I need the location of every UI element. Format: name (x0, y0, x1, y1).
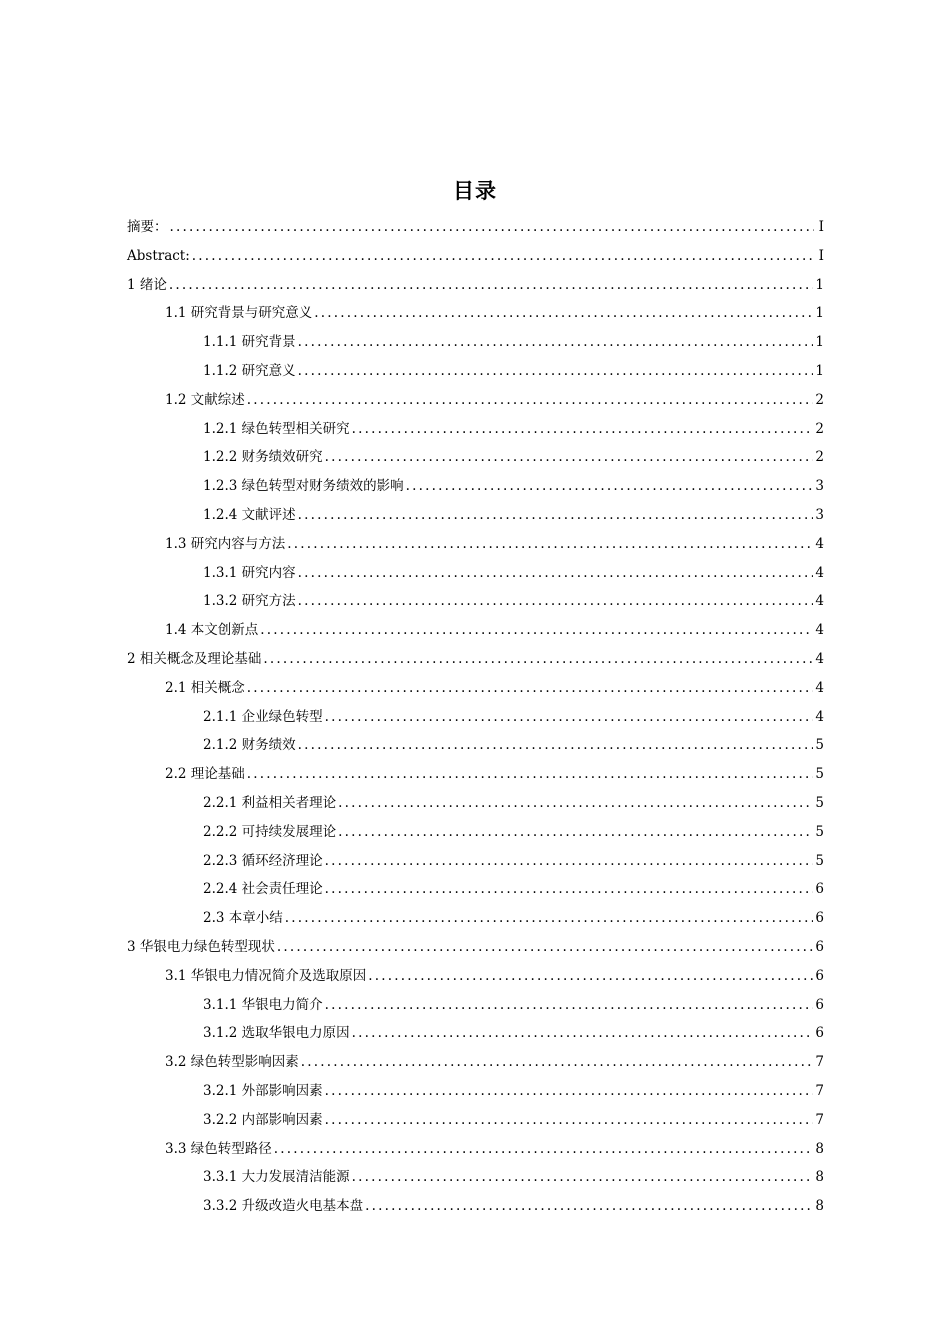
toc-dot-leader (352, 1163, 814, 1192)
toc-entry-page-number: 1 (815, 334, 824, 351)
toc-dot-leader (325, 1077, 814, 1106)
toc-entry-page-number: 6 (815, 881, 824, 898)
toc-entry-page-number: 4 (815, 650, 824, 667)
toc-entry-page-number: 1 (815, 276, 824, 293)
toc-entry-label: 3.1.1 华银电力简介 (203, 996, 323, 1013)
toc-entry-label: 2.2.1 利益相关者理论 (203, 794, 337, 811)
toc-entry-page-number: 6 (815, 910, 824, 927)
toc-entry-label: 2.1 相关概念 (165, 679, 245, 696)
toc-entry-label: 2.2.4 社会责任理论 (203, 881, 323, 898)
toc-entry[interactable] (127, 703, 824, 732)
toc-dot-leader (352, 1019, 814, 1048)
toc-dot-leader (352, 415, 814, 444)
toc-entry-label: Abstract: (127, 247, 190, 264)
toc-entry-page-number: I (818, 247, 824, 264)
toc-dot-leader (277, 933, 814, 962)
toc-entry-label: 3.2 绿色转型影响因素 (165, 1054, 299, 1071)
toc-entry[interactable] (127, 731, 824, 760)
toc-entry[interactable] (127, 875, 824, 904)
toc-entry-label: 3.2.2 内部影响因素 (203, 1111, 323, 1128)
toc-entry[interactable] (127, 1106, 824, 1135)
toc-entry-label: 1.2.3 绿色转型对财务绩效的影响 (203, 478, 404, 495)
toc-entry[interactable] (127, 1163, 824, 1192)
toc-entry-label: 2.1.1 企业绿色转型 (203, 708, 323, 725)
toc-entry-page-number: 6 (815, 1025, 824, 1042)
toc-entry[interactable] (127, 1135, 824, 1164)
toc-dot-leader (247, 674, 814, 703)
toc-dot-leader (247, 386, 814, 415)
toc-entry[interactable] (127, 299, 824, 328)
toc-entry-page-number: 7 (815, 1054, 824, 1071)
toc-entry-label: 1.2.1 绿色转型相关研究 (203, 420, 350, 437)
toc-dot-leader (263, 645, 813, 674)
toc-entry[interactable] (127, 760, 824, 789)
toc-entry[interactable] (127, 904, 824, 933)
toc-entry-page-number: 7 (815, 1082, 824, 1099)
toc-entry-label: 3.3.1 大力发展清洁能源 (203, 1169, 350, 1186)
toc-entry-page-number: 1 (815, 362, 824, 379)
toc-entry[interactable] (127, 962, 824, 991)
toc-entry-page-number: 5 (815, 794, 824, 811)
toc-entry-label: 3.3 绿色转型路径 (165, 1140, 272, 1157)
toc-entry[interactable] (127, 530, 824, 559)
toc-dot-leader (338, 818, 813, 847)
toc-title: 目录 (453, 179, 497, 203)
toc-dot-leader (274, 1135, 814, 1164)
toc-entry[interactable] (127, 328, 824, 357)
toc-entry-label: 3.1 华银电力情况简介及选取原因 (165, 967, 367, 984)
toc-dot-leader (298, 587, 814, 616)
toc-dot-leader (169, 271, 814, 300)
toc-entry-page-number: 6 (815, 938, 824, 955)
toc-entry-page-number: 2 (815, 391, 824, 408)
toc-entry-label: 2.2.3 循环经济理论 (203, 852, 323, 869)
toc-entry-label: 3.1.2 选取华银电力原因 (203, 1025, 350, 1042)
toc-entry-label: 3.3.2 升级改造火电基本盘 (203, 1198, 364, 1215)
toc-entry-label: 1.1.2 研究意义 (203, 362, 296, 379)
toc-entry[interactable] (127, 789, 824, 818)
toc-entry-page-number: 4 (815, 708, 824, 725)
toc-entry[interactable] (127, 213, 824, 242)
toc-entry-label: 1.3.2 研究方法 (203, 593, 296, 610)
toc-entry[interactable] (127, 357, 824, 386)
toc-dot-leader (325, 1106, 814, 1135)
toc-dot-leader (260, 616, 813, 645)
toc-entry[interactable] (127, 933, 824, 962)
toc-entry-page-number: 6 (815, 967, 824, 984)
toc-dot-leader (365, 1192, 813, 1221)
toc-dot-leader (298, 559, 814, 588)
toc-entry-label: 2 相关概念及理论基础 (127, 650, 262, 667)
toc-entry-page-number: 3 (815, 506, 824, 523)
toc-entry[interactable] (127, 386, 824, 415)
toc-entry-label: 2.1.2 财务绩效 (203, 737, 296, 754)
toc-entry[interactable] (127, 559, 824, 588)
toc-entry-label: 摘要： (127, 219, 168, 235)
toc-entry-label: 1.1 研究背景与研究意义 (165, 305, 313, 322)
toc-entry-label: 1 绪论 (127, 276, 167, 293)
toc-entry-label: 1.2.4 文献评述 (203, 506, 296, 523)
toc-entry-page-number: 1 (815, 305, 824, 322)
toc-entry-page-number: I (818, 219, 824, 235)
toc-dot-leader (406, 472, 814, 501)
toc-entry[interactable] (127, 1077, 824, 1106)
toc-entry[interactable] (127, 674, 824, 703)
toc-entry-label: 3 华银电力绿色转型现状 (127, 938, 275, 955)
toc-entry-page-number: 2 (815, 449, 824, 466)
toc-dot-leader (247, 760, 814, 789)
toc-entry-page-number: 5 (815, 737, 824, 754)
toc-entry[interactable] (127, 1192, 824, 1221)
toc-entry[interactable] (127, 616, 824, 645)
toc-entry-page-number: 4 (815, 593, 824, 610)
toc-entry-label: 1.4 本文创新点 (165, 622, 259, 639)
toc-dot-leader (325, 991, 814, 1020)
toc-entry-page-number: 8 (815, 1140, 824, 1157)
toc-entry-page-number: 5 (815, 766, 824, 783)
toc-entry[interactable] (127, 1048, 824, 1077)
toc-dot-leader (287, 530, 813, 559)
toc-entry-label: 1.1.1 研究背景 (203, 334, 296, 351)
toc-entry-label: 3.2.1 外部影响因素 (203, 1082, 323, 1099)
toc-entry[interactable] (127, 991, 824, 1020)
toc-entry[interactable] (127, 415, 824, 444)
toc-entry-page-number: 4 (815, 564, 824, 581)
toc-entry[interactable] (127, 645, 824, 674)
toc-dot-leader (338, 789, 813, 818)
toc-entry-page-number: 2 (815, 420, 824, 437)
toc-entry-label: 2.2 理论基础 (165, 766, 245, 783)
toc-entry-page-number: 8 (815, 1169, 824, 1186)
toc-dot-leader (298, 731, 814, 760)
toc-entry[interactable] (127, 472, 824, 501)
toc-dot-leader (298, 328, 814, 357)
toc-entry[interactable] (127, 847, 824, 876)
toc-dot-leader (170, 213, 815, 242)
toc-entry[interactable] (127, 818, 824, 847)
toc-dot-leader (325, 875, 814, 904)
toc-entry-page-number: 5 (815, 852, 824, 869)
toc-entry-label: 1.3 研究内容与方法 (165, 535, 286, 552)
toc-list (127, 213, 824, 1221)
toc-entry-label: 1.2.2 财务绩效研究 (203, 449, 323, 466)
toc-entry-label: 1.3.1 研究内容 (203, 564, 296, 581)
toc-entry[interactable] (127, 587, 824, 616)
toc-dot-leader (314, 299, 813, 328)
toc-entry-page-number: 3 (815, 478, 824, 495)
toc-dot-leader (298, 357, 814, 386)
toc-entry-page-number: 4 (815, 679, 824, 696)
toc-entry-page-number: 6 (815, 996, 824, 1013)
toc-entry-page-number: 8 (815, 1198, 824, 1215)
toc-entry[interactable] (127, 501, 824, 530)
toc-entry-page-number: 5 (815, 823, 824, 840)
toc-entry[interactable] (127, 1019, 824, 1048)
toc-entry[interactable] (127, 443, 824, 472)
toc-dot-leader (285, 904, 814, 933)
toc-dot-leader (298, 501, 814, 530)
toc-entry-page-number: 4 (815, 622, 824, 639)
toc-dot-leader (325, 847, 814, 876)
toc-dot-leader (325, 443, 814, 472)
toc-entry-page-number: 7 (815, 1111, 824, 1128)
toc-dot-leader (368, 962, 813, 991)
toc-dot-leader (301, 1048, 814, 1077)
toc-dot-leader (192, 242, 814, 271)
toc-entry-label: 1.2 文献综述 (165, 391, 245, 408)
toc-entry[interactable] (127, 242, 824, 271)
toc-entry-label: 2.3 本章小结 (203, 910, 283, 927)
toc-entry[interactable] (127, 271, 824, 300)
toc-entry-label: 2.2.2 可持续发展理论 (203, 823, 337, 840)
toc-dot-leader (325, 703, 814, 732)
toc-entry-page-number: 4 (815, 535, 824, 552)
